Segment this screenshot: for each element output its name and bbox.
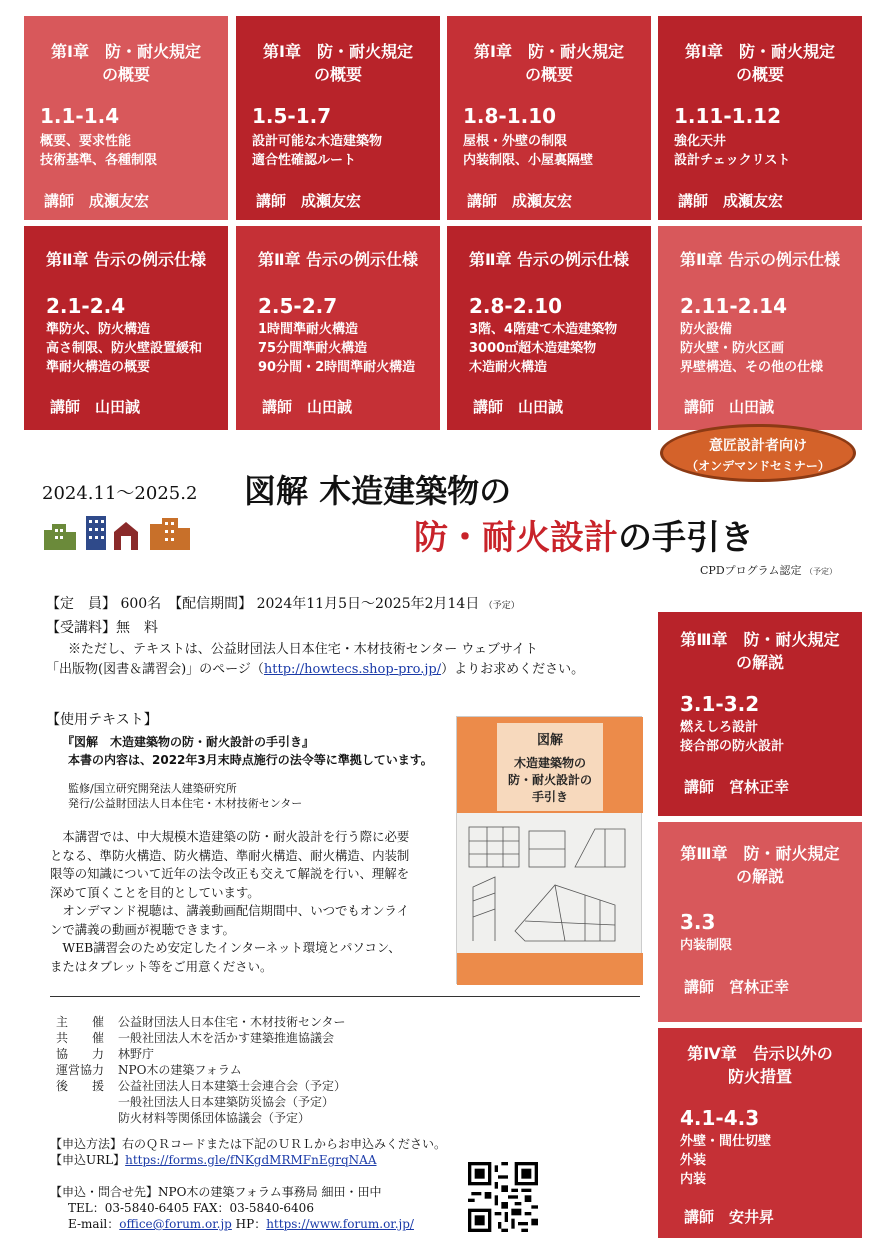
card-lecturer: 講師 山田誠 xyxy=(262,398,353,416)
book-cover-image xyxy=(456,716,642,984)
text-purchase: 「出版物(図書＆講習会)」のページ（http://howtecs.shop-pro.jp/）よりお求めください。 xyxy=(46,662,585,677)
seminar-dates: 2024.11～2025.2 xyxy=(42,483,198,504)
card-lecturer: 講師 成瀬友宏 xyxy=(467,192,573,210)
card-chapter-label: 第Ⅲ章 防・耐火規定 の解説 xyxy=(680,630,840,672)
qr-code-icon[interactable] xyxy=(468,1162,538,1232)
text-heading: 【使用テキスト】 xyxy=(46,712,158,728)
card-chapter3-2 xyxy=(658,822,862,1022)
card-lecturer: 講師 成瀬友宏 xyxy=(44,192,150,210)
card-range: 3.1-3.2 xyxy=(680,692,760,716)
card-chapter-label: 第Ⅰ章 防・耐火規定 の概要 xyxy=(263,42,413,84)
organizer-row: 協 力 林野庁 xyxy=(56,1047,155,1061)
book-cover-footer xyxy=(457,953,643,985)
card-chapter-label: 第Ⅰ章 防・耐火規定 の概要 xyxy=(685,42,835,84)
card-topics: 3階、4階建て木造建築物 3000㎡超木造建築物 木造耐火構造 xyxy=(469,322,618,375)
card-chapter2-1 xyxy=(24,226,228,430)
card-range: 2.11-2.14 xyxy=(680,294,787,318)
card-chapter1-1 xyxy=(24,16,228,220)
supervise: 監修/国立研究開発法人建築研究所 xyxy=(68,782,237,795)
card-lecturer: 講師 成瀬友宏 xyxy=(256,192,362,210)
card-topics: 屋根・外壁の制限 内装制限、小屋裏隔壁 xyxy=(463,134,594,168)
tel-fax: TEL：03-5840-6405 FAX：03-5840-6406 xyxy=(68,1201,314,1215)
card-range: 2.5-2.7 xyxy=(258,294,338,318)
card-chapter4-1 xyxy=(658,1028,862,1238)
organizer-row: 後 援 公益社団法人日本建築士会連合会（予定） xyxy=(56,1079,347,1093)
email-hp: E-mail：office@forum.or.jp HP：https://www.forum.or.jp/ xyxy=(68,1217,414,1231)
card-range: 2.1-2.4 xyxy=(46,294,126,318)
card-lecturer: 講師 山田誠 xyxy=(473,398,564,416)
card-range: 1.11-1.12 xyxy=(674,104,781,128)
card-range: 1.8-1.10 xyxy=(463,104,557,128)
apply-url-row: 【申込URL】https://forms.gle/fNKgdMRMFnEgrqNAA xyxy=(50,1153,377,1167)
buildings-icon xyxy=(44,514,200,550)
card-chapter-label: 第Ⅱ章 告示の例示仕様 xyxy=(257,250,419,269)
organizer-row: 主 催 公益財団法人日本住宅・木材技術センター xyxy=(56,1015,346,1029)
card-range: 2.8-2.10 xyxy=(469,294,563,318)
book-illustration xyxy=(465,821,635,947)
fee: 【受講料】無 料 xyxy=(46,620,158,636)
card-chapter2-4 xyxy=(658,226,862,430)
card-chapter2-3 xyxy=(447,226,651,430)
book-cover-title: 図解 木造建築物の 防・耐火設計の 手引き xyxy=(497,723,603,811)
card-topics: 強化天井 設計チェックリスト xyxy=(674,134,791,168)
card-chapter2-2 xyxy=(236,226,440,430)
card-range: 1.1-1.4 xyxy=(40,104,120,128)
title-line1: 図解 木造建築物の xyxy=(244,472,512,510)
card-chapter-label: 第Ⅲ章 防・耐火規定 の解説 xyxy=(680,844,840,886)
organizers-table xyxy=(56,1014,346,1126)
card-chapter1-4 xyxy=(658,16,862,220)
apply-method: 【申込方法】右のＱＲコードまたは下記のＵＲＬからお申込みください。 xyxy=(50,1137,447,1151)
card-range: 4.1-4.3 xyxy=(680,1106,760,1130)
card-chapter-label: 第Ⅰ章 防・耐火規定 の概要 xyxy=(474,42,624,84)
email-link[interactable]: office@forum.or.jp xyxy=(119,1217,232,1231)
text-note: ※ただし、テキストは、公益財団法人日本住宅・木材技術センター ウェブサイト xyxy=(68,642,538,657)
apply-url-link[interactable]: https://forms.gle/fNKgdMRMFnEgrqNAA xyxy=(125,1153,377,1167)
card-topics: 外壁・間仕切壁 外装 内装 xyxy=(680,1134,772,1187)
ondemand-badge: 意匠設計者向け （オンデマンドセミナー） xyxy=(660,424,856,482)
card-lecturer: 講師 山田誠 xyxy=(684,398,775,416)
organizer-row: 防火材料等関係団体協議会（予定） xyxy=(118,1111,311,1125)
title-line2: 防・耐火設計の手引き xyxy=(414,518,754,558)
card-lecturer: 講師 宮林正幸 xyxy=(684,978,790,996)
card-chapter1-3 xyxy=(447,16,651,220)
cpd-label: CPDプログラム認定 （予定） xyxy=(700,564,838,577)
book-title: 『図解 木造建築物の防・耐火設計の手引き』 xyxy=(62,735,315,749)
shop-link[interactable]: http://howtecs.shop-pro.jp/ xyxy=(263,662,442,677)
card-lecturer: 講師 安井昇 xyxy=(684,1208,775,1226)
card-lecturer: 講師 山田誠 xyxy=(50,398,141,416)
contact: 【申込・問合せ先】NPO木の建築フォラム事務局 細田・田中 xyxy=(50,1185,382,1199)
card-topics: 燃えしろ設計 接合部の防火設計 xyxy=(680,720,785,754)
card-lecturer: 講師 宮林正幸 xyxy=(684,778,790,796)
card-topics: 概要、要求性能 技術基準、各種制限 xyxy=(40,134,158,168)
publisher: 発行/公益財団法人日本住宅・木材技術センター xyxy=(68,797,303,810)
card-chapter-label: 第Ⅱ章 告示の例示仕様 xyxy=(468,250,630,269)
organizer-row: 一般社団法人日本建築防災協会（予定） xyxy=(118,1095,335,1109)
card-range: 3.3 xyxy=(680,910,716,934)
card-range: 1.5-1.7 xyxy=(252,104,332,128)
card-topics: 防火設備 防火壁・防火区画 界壁構造、その他の仕様 xyxy=(680,322,824,375)
capacity-period: 【定 員】 600名 【配信期間】 2024年11月5日～2025年2月14日 （予定） xyxy=(46,596,520,612)
organizer-row: 共 催 一般社団法人木を活かす建築推進協議会 xyxy=(56,1031,335,1045)
card-chapter-label: 第Ⅳ章 告示以外の 防火措置 xyxy=(687,1044,833,1086)
hp-link[interactable]: https://www.forum.or.jp/ xyxy=(266,1217,414,1231)
card-lecturer: 講師 成瀬友宏 xyxy=(678,192,784,210)
organizer-row: 運営協力 NPO木の建築フォラム xyxy=(56,1063,242,1077)
card-chapter-label: 第Ⅰ章 防・耐火規定 の概要 xyxy=(51,42,201,84)
book-note: 本書の内容は、2022年3月末時点施行の法令等に準拠しています。 xyxy=(68,753,433,767)
card-topics: 内装制限 xyxy=(680,938,733,953)
card-chapter3-1 xyxy=(658,612,862,816)
book-cover-band xyxy=(457,717,643,813)
divider xyxy=(50,996,640,997)
card-topics: 設計可能な木造建築物 適合性確認ルート xyxy=(252,134,383,168)
card-chapter1-2 xyxy=(236,16,440,220)
card-topics: 準防火、防火構造 高さ制限、防火壁設置緩和 準耐火構造の概要 xyxy=(46,322,203,375)
card-chapter-label: 第Ⅱ章 告示の例示仕様 xyxy=(45,250,207,269)
card-chapter-label: 第Ⅱ章 告示の例示仕様 xyxy=(679,250,841,269)
card-topics: 1時間準耐火構造 75分間準耐火構造 90分間・2時間準耐火構造 xyxy=(258,322,416,375)
description: 本講習では、中大規模木造建築の防・耐火設計を行う際に必要 となる、準防火構造、防火構造、準耐火構造、耐火構造、内装制 限等の知識について近年の法令改正も交えて解説を行い、理解を 深めて頂くことを目的としています。 オンデマンド視聴は、講義動画配信期間中、いつでもオンライ ンで講義の動画が視聴できます。 WEB講習会のため安定したインターネット環境とパソコン、 またはタブレット等をご用意ください。 xyxy=(50,829,410,974)
